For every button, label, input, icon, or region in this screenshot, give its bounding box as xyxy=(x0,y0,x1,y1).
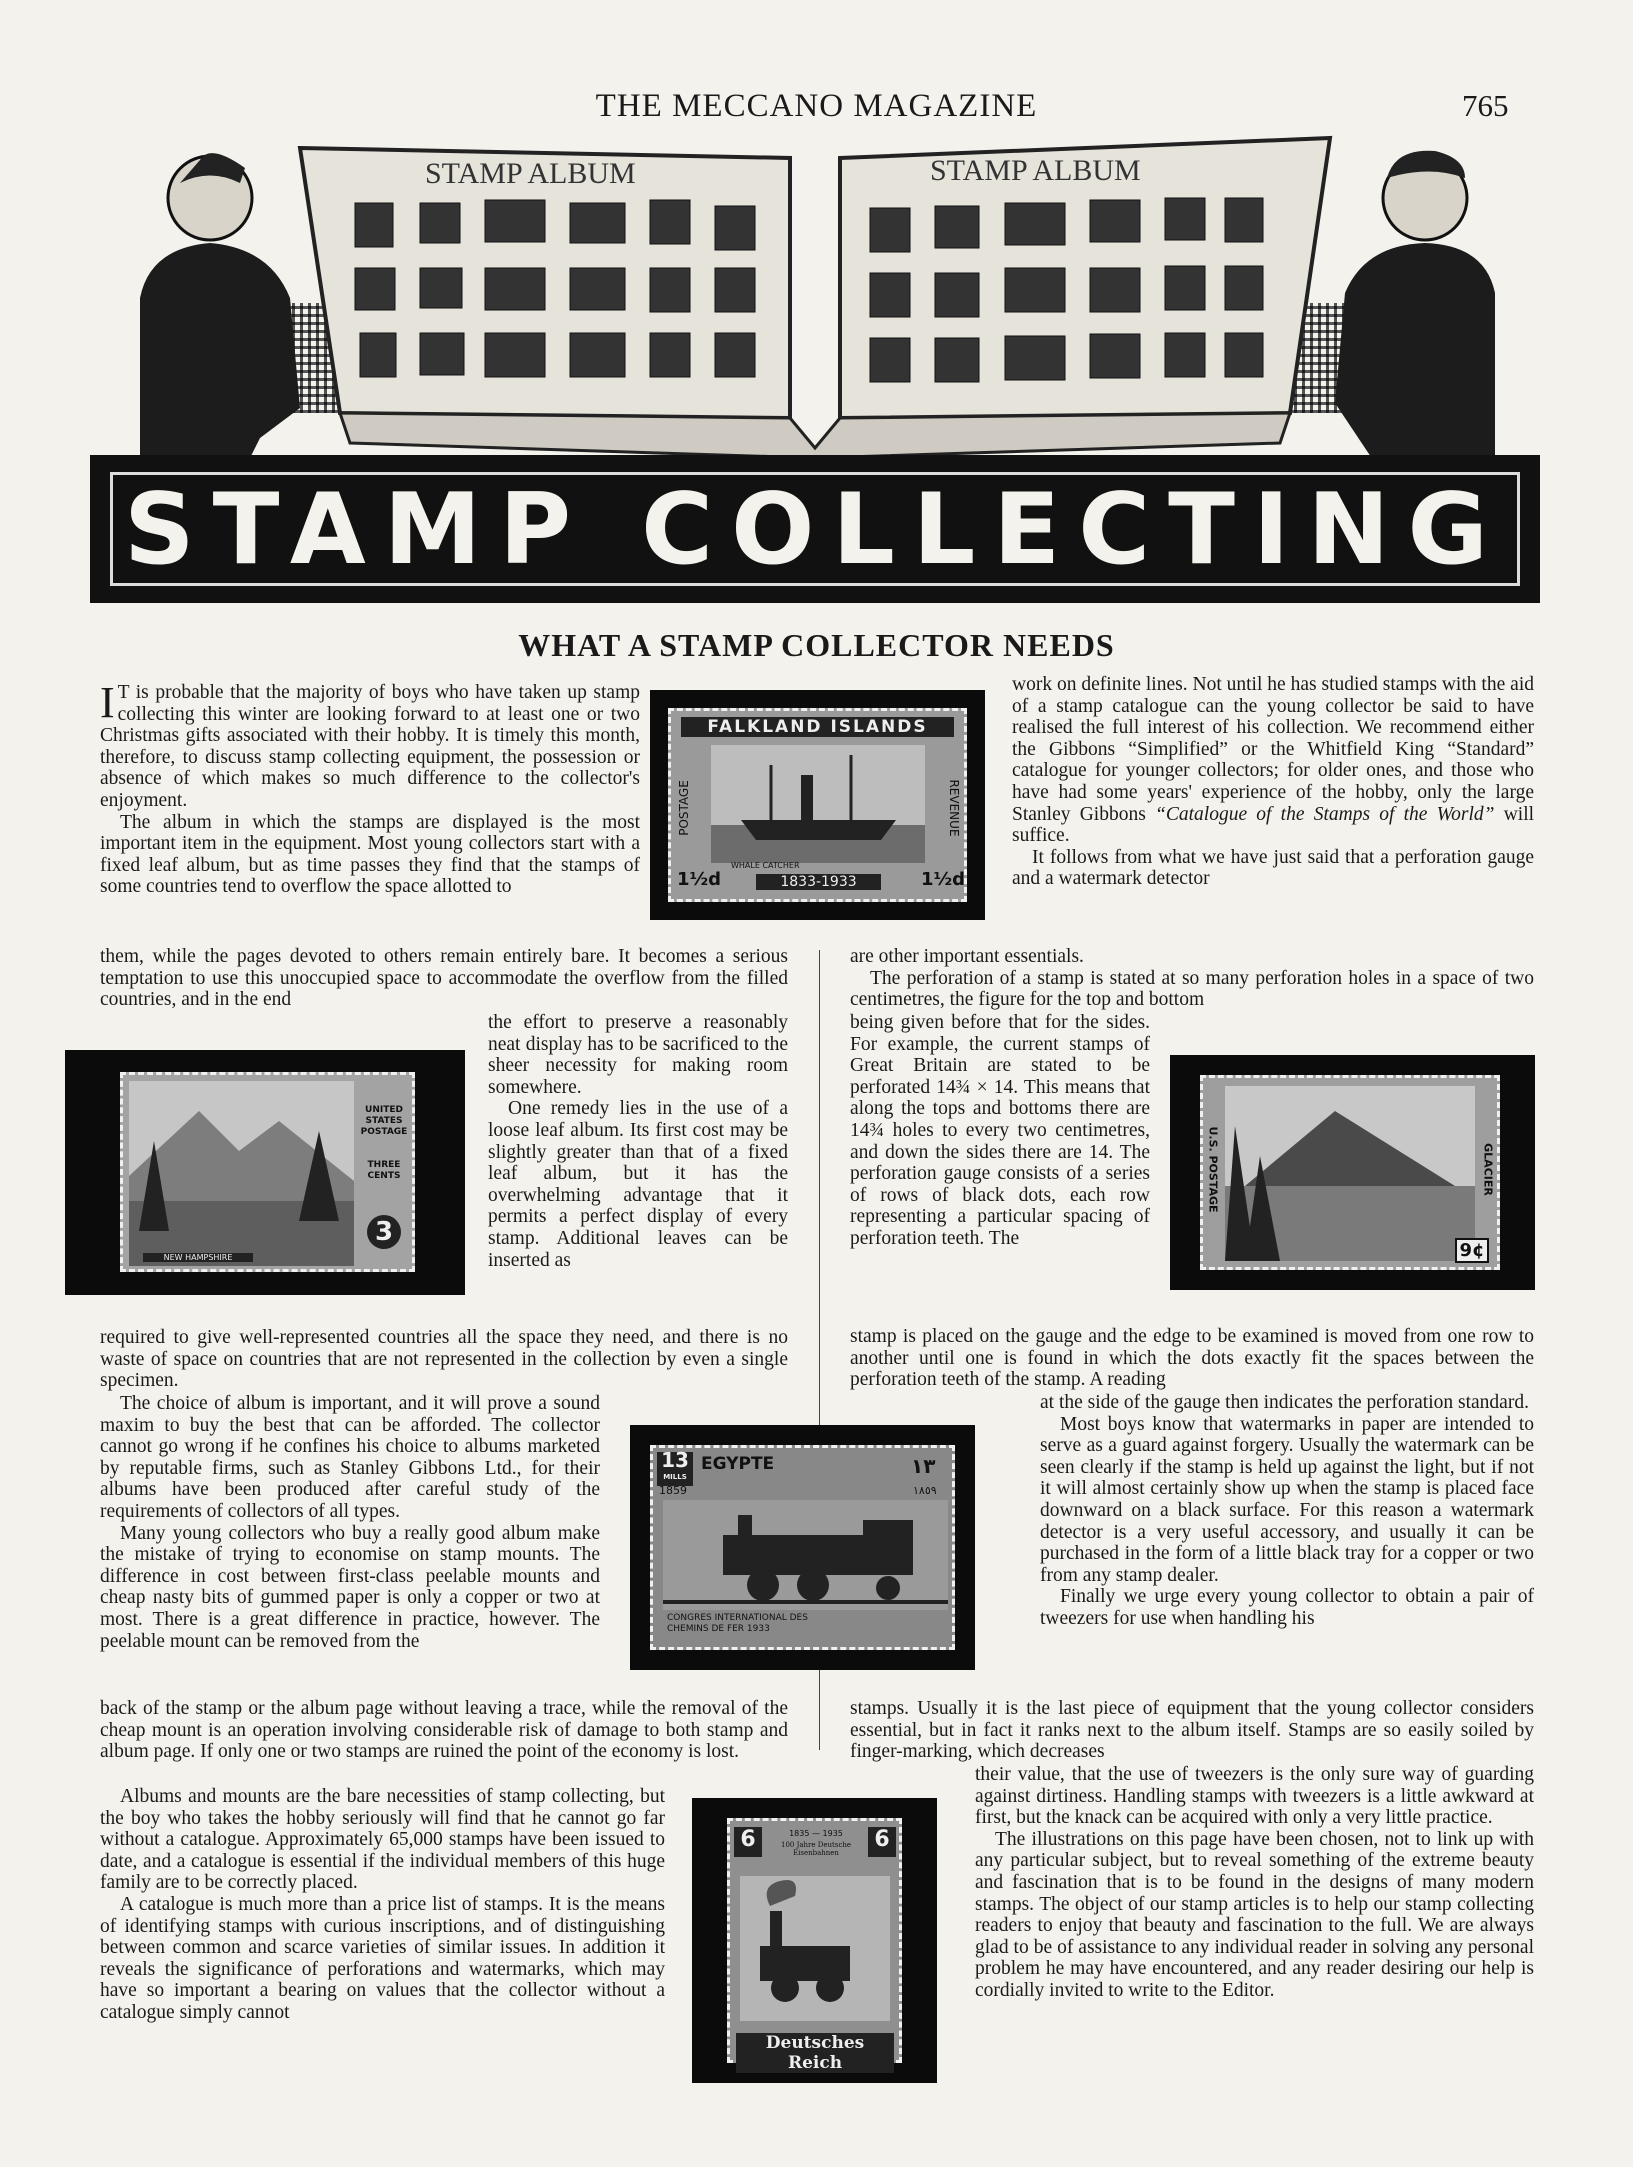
page-number: 765 xyxy=(1462,88,1509,123)
mountain-icon xyxy=(1225,1086,1475,1261)
ship-icon xyxy=(711,745,925,863)
stamp-right-label: GLACIER xyxy=(1481,1143,1495,1196)
left-col-block-3 xyxy=(488,1012,788,1271)
stamp-left-label: U.S. POSTAGE xyxy=(1206,1126,1220,1213)
paragraph-13: The illustrations on this page have been chosen, not to link up with any particular subject, but to reveal something of the extreme beauty and fascination that is to be found in the designs of many modern stamps. The object of our stamp articles is to help our stamp collecting readers to enjoy that beauty and fascination to the full. We are always glad to be of assistance to any individual reader in solving any personal problem he may have encountered, and any reader desiring our help is cordially invited to write to the Editor. xyxy=(975,1828,1534,2001)
left-col-block-7 xyxy=(100,1786,665,2024)
stamp-value-left: 6 xyxy=(734,1827,762,1857)
paragraph-5a: Many young collectors who buy a really good album make the mistake of trying to economise on stamp mounts. The difference in cost between first-class peelable mounts and cheap nasty bits of gummed paper is only a copper or two at most. There is a great difference in practice, however. The peelable mount can be removed from the xyxy=(100,1522,600,1652)
right-col-block-1 xyxy=(1012,674,1534,890)
stamp-years: 1833-1933 xyxy=(756,874,881,890)
stamp-right-label: REVENUE xyxy=(947,779,961,837)
right-col-block-4 xyxy=(850,1326,1534,1391)
magazine-title: THE MECCANO MAGAZINE xyxy=(595,88,1038,124)
paragraph-8: work on definite lines. Not until he has studied stamps with the aid of a stamp catalogue can the young collector be said to have realised the full interest of his collection. We recommend either the Gibbons “Simplified” or the Whitfield King “Standard” catalogue for younger collectors; for older ones, and those who have had some years' experience of the hobby, only the large Stanley Gibbons xyxy=(1012,674,1534,825)
left-col-block-1 xyxy=(100,678,640,898)
paragraph-8-end: will suffice. xyxy=(1012,803,1535,847)
stamp-value-left: 1½d xyxy=(677,869,722,890)
stamp-value-unit: MILLS xyxy=(663,1473,687,1481)
stamp-title: EGYPTE xyxy=(701,1454,775,1474)
stamp-caption: WHALE CATCHER xyxy=(731,861,800,870)
dropcap: I xyxy=(100,678,115,727)
stamp-years: 1835 — 1935 xyxy=(789,1829,843,1838)
paragraph-12b: stamps. Usually it is the last piece of equipment that the young collector considers essential, but in fact it ranks next to the album itself. Stamps are so easily soiled by finger-marking, which decreases xyxy=(850,1698,1534,1763)
stamp-egypte xyxy=(630,1425,975,1670)
steam-train-icon xyxy=(740,1876,890,2021)
paragraph-1: T is probable that the majority of boys who have taken up stamp collecting this winter are looking forward to at least one or two Christmas gifts associated with their hobby. It is timely this month, therefore, to discuss stamp collecting equipment, the possession or absence of which makes so much difference to the collector's enjoyment. xyxy=(100,682,640,811)
paragraph-11: Most boys know that watermarks in paper are intended to serve as a guard against forgery. Usually the watermark can be seen clearly if the stamp is held up against the light, but if not it will almost certainly show up when the stamp is placed face downward on a black surface. For this reason a watermark detector is a very useful accessory, and usually it can be purchased in the form of a little black tray for a copper or two from any stamp dealer. xyxy=(1040,1413,1534,1586)
stamp-year-right: ١٨٥٩ xyxy=(913,1484,937,1497)
boy-left-illustration xyxy=(100,138,320,458)
article-headline: WHAT A STAMP COLLECTOR NEEDS xyxy=(518,627,1115,663)
paragraph-3a: One remedy lies in the use of a loose leaf album. Its first cost may be slightly greater than that of a fixed leaf album, but it has the overwhelming advantage that it permits a perfect display of every stamp. Additional leaves can be inserted as xyxy=(488,1098,788,1271)
stamp-subtitle: 100 Jahre Deutsche Eisenbahnen xyxy=(780,1841,852,1857)
mountain-lake-icon xyxy=(129,1081,354,1266)
album-label-left: STAMP ALBUM xyxy=(425,157,636,190)
stamp-us-three-cents xyxy=(65,1050,465,1295)
paragraph-2b: them, while the pages devoted to others remain entirely bare. It becomes a serious temptation to use this unoccupied space to accommodate the overflow from the filled countries, and in the end xyxy=(100,946,788,1011)
paragraph-10d: at the side of the gauge then indicates the perforation standard. xyxy=(1040,1392,1529,1413)
paragraph-4: The choice of album is important, and it will prove a sound maxim to buy the best that can be afforded. The collector cannot go wrong if he confines his choice to albums marketed by reputable firms, such as Stanley Gibbons Ltd., for their albums have been produced after careful study of the requirements of collectors of all types. xyxy=(100,1393,600,1522)
paragraph-10c: stamp is placed on the gauge and the edge to be examined is moved from one row to another until one is found in which the dots exactly fit the spaces between the perforation teeth of the stamp. A reading xyxy=(850,1326,1534,1391)
right-col-block-3 xyxy=(850,1012,1150,1250)
paragraph-12a: Finally we urge every young collector to obtain a pair of tweezers for use when handling his xyxy=(1040,1586,1534,1629)
stamp-title: Deutsches Reich xyxy=(736,2033,894,2073)
paragraph-12c: their value, that the use of tweezers is the only sure way of guarding against dirtiness. Handling stamps with tweezers is a little awkward at first, but the knack can be acquired with only a very little practice. xyxy=(975,1764,1534,1829)
right-col-block-2 xyxy=(850,946,1534,1011)
stamp-value: 3 xyxy=(367,1215,401,1249)
paragraph-2c: the effort to preserve a reasonably neat display has to be sacrificed to the sheer necessity for making room somewhere. xyxy=(488,1012,788,1098)
stamp-value xyxy=(657,1448,693,1486)
paragraph-6: Albums and mounts are the bare necessities of stamp collecting, but the boy who takes the hobby seriously will find that he cannot go far without a catalogue. Approximately 65,000 stamps have been issued to date, and a catalogue is essential if the individual members of this huge family are to be correctly placed. xyxy=(100,1786,665,1894)
left-col-block-2 xyxy=(100,946,788,1011)
stamp-top-label: FALKLAND ISLANDS xyxy=(681,717,954,737)
left-col-block-4 xyxy=(100,1327,788,1392)
paragraph-3b: required to give well-represented countries all the space they need, and there is no waste of space on countries that are not represented in the collection by even a single specimen. xyxy=(100,1327,788,1392)
left-col-block-6 xyxy=(100,1698,788,1763)
paragraph-7: A catalogue is much more than a price list of stamps. It is the means of identifying stamps with curious inscriptions, and of distinguishing between common and scarce varieties of similar issues. In addition it reveals the significance of perforations and watermarks, which may have so important a bearing on values that the collector without a catalogue simply cannot xyxy=(100,1893,665,2023)
album-label-right: STAMP ALBUM xyxy=(930,154,1141,187)
stamp-country-label: UNITED STATES POSTAGE xyxy=(360,1105,408,1137)
paragraph-10a: The perforation of a stamp is stated at so many perforation holes in a space of two centimetres, the figure for the top and bottom xyxy=(850,967,1534,1011)
stamp-value-right: 1½d xyxy=(921,869,966,890)
stamp-bottom-label: NEW HAMPSHIRE xyxy=(143,1253,253,1262)
stamp-denomination-label: THREE CENTS xyxy=(367,1160,401,1181)
section-title: STAMP COLLECTING xyxy=(124,473,1506,587)
catalogue-title: “Catalogue of the Stamps of the World” xyxy=(1155,803,1495,825)
right-col-block-6 xyxy=(850,1698,1534,1763)
right-col-block-5 xyxy=(1040,1392,1534,1630)
locomotive-icon xyxy=(663,1500,948,1610)
stamp-left-label: POSTAGE xyxy=(677,780,691,836)
paragraph-5b: back of the stamp or the album page without leaving a trace, while the removal of the cheap mount is an operation involving considerable risk of damage to both stamp and album page. If only one or two stamps are ruined the point of the economy is lost. xyxy=(100,1698,788,1763)
left-col-block-5 xyxy=(100,1393,600,1652)
paragraph-2a: The album in which the stamps are displayed is the most important item in the equipment. Most young collectors start with a fixed leaf album, but as time passes they find that the stamps of some countries tend to overflow the space allotted to xyxy=(100,811,640,898)
stamp-value: 9¢ xyxy=(1455,1238,1489,1263)
stamp-us-glacier xyxy=(1170,1055,1535,1290)
paragraph-10b: being given before that for the sides. For example, the current stamps of Great Britain are stated to be perforated 14¾ × 14. This means that along the tops and bottoms there are 14¾ holes to every two centimetres, and down the sides there are 14. The perforation gauge consists of a series of rows of black dots, each row representing a particular spacing of perforation teeth. The xyxy=(850,1012,1150,1249)
paragraph-9b: are other important essentials. xyxy=(850,946,1084,967)
right-col-block-7 xyxy=(975,1764,1534,2002)
stamp-value-arabic: ١٣ xyxy=(911,1454,936,1478)
stamp-value-right: 6 xyxy=(868,1827,896,1857)
stamp-bottom-label: CONGRES INTERNATIONAL DES CHEMINS DE FER 1933 xyxy=(667,1613,808,1634)
paragraph-9a: It follows from what we have just said that a perforation gauge and a watermark detector xyxy=(1012,846,1534,890)
stamp-falkland-islands xyxy=(650,690,985,920)
boy-right-illustration xyxy=(1315,133,1535,463)
stamp-year-left: 1859 xyxy=(659,1484,687,1497)
stamp-album-illustration xyxy=(280,128,1350,458)
stamp-value-number: 13 xyxy=(661,1448,689,1472)
stamp-deutsches-reich xyxy=(692,1798,937,2083)
